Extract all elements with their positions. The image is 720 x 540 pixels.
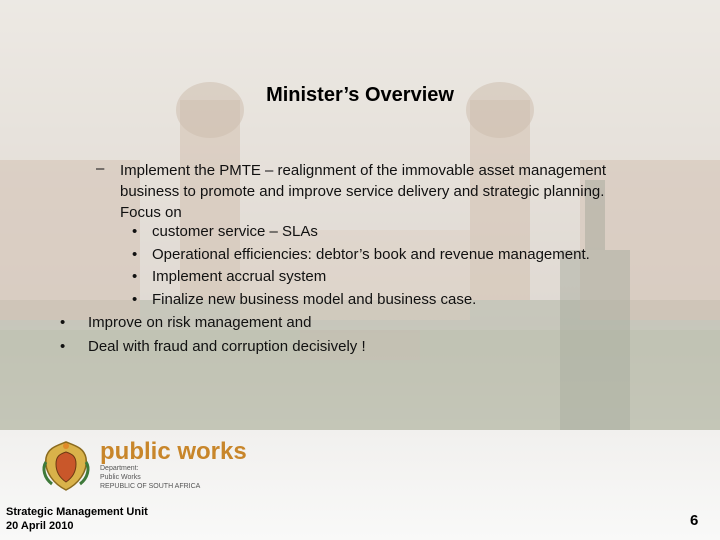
bullet-item: Deal with fraud and corruption decisively ! — [88, 338, 366, 355]
main-item-marker: – — [96, 160, 105, 177]
sub-bullet-item: Operational efficiencies: debtor’s book and revenue management. — [152, 246, 590, 263]
brand-name: public works — [100, 438, 247, 465]
footer-text — [6, 505, 148, 533]
sub-bullet-icon: • — [132, 223, 138, 240]
sub-bullet-item: Finalize new business model and business case. — [152, 291, 477, 308]
bullet-item: Improve on risk management and — [88, 314, 312, 331]
page-number: 6 — [690, 512, 699, 529]
footer-unit: Strategic Management Unit — [6, 506, 148, 518]
sub-bullet-icon: • — [132, 246, 138, 263]
main-item-line: Focus on — [120, 204, 182, 221]
coat-of-arms-icon — [40, 438, 92, 494]
sub-bullet-item: Implement accrual system — [152, 268, 327, 285]
sub-bullet-item: customer service – SLAs — [152, 223, 318, 240]
brand-logo — [100, 440, 247, 491]
footer-date: 20 April 2010 — [6, 520, 74, 532]
brand-sub-line: REPUBLIC OF SOUTH AFRICA — [100, 483, 201, 490]
main-item-line: business to promote and improve service delivery and strategic planning. — [120, 183, 605, 200]
bullet-icon: • — [60, 338, 66, 355]
main-item-line: Implement the PMTE – realignment of the immovable asset management — [120, 162, 607, 179]
brand-sub-line: Department: — [100, 465, 139, 472]
bullet-icon: • — [60, 314, 66, 331]
sub-bullet-icon: • — [132, 291, 138, 308]
slide-title: Minister’s Overview — [266, 84, 454, 106]
sub-bullet-icon: • — [132, 268, 138, 285]
brand-sub-line: Public Works — [100, 474, 141, 481]
